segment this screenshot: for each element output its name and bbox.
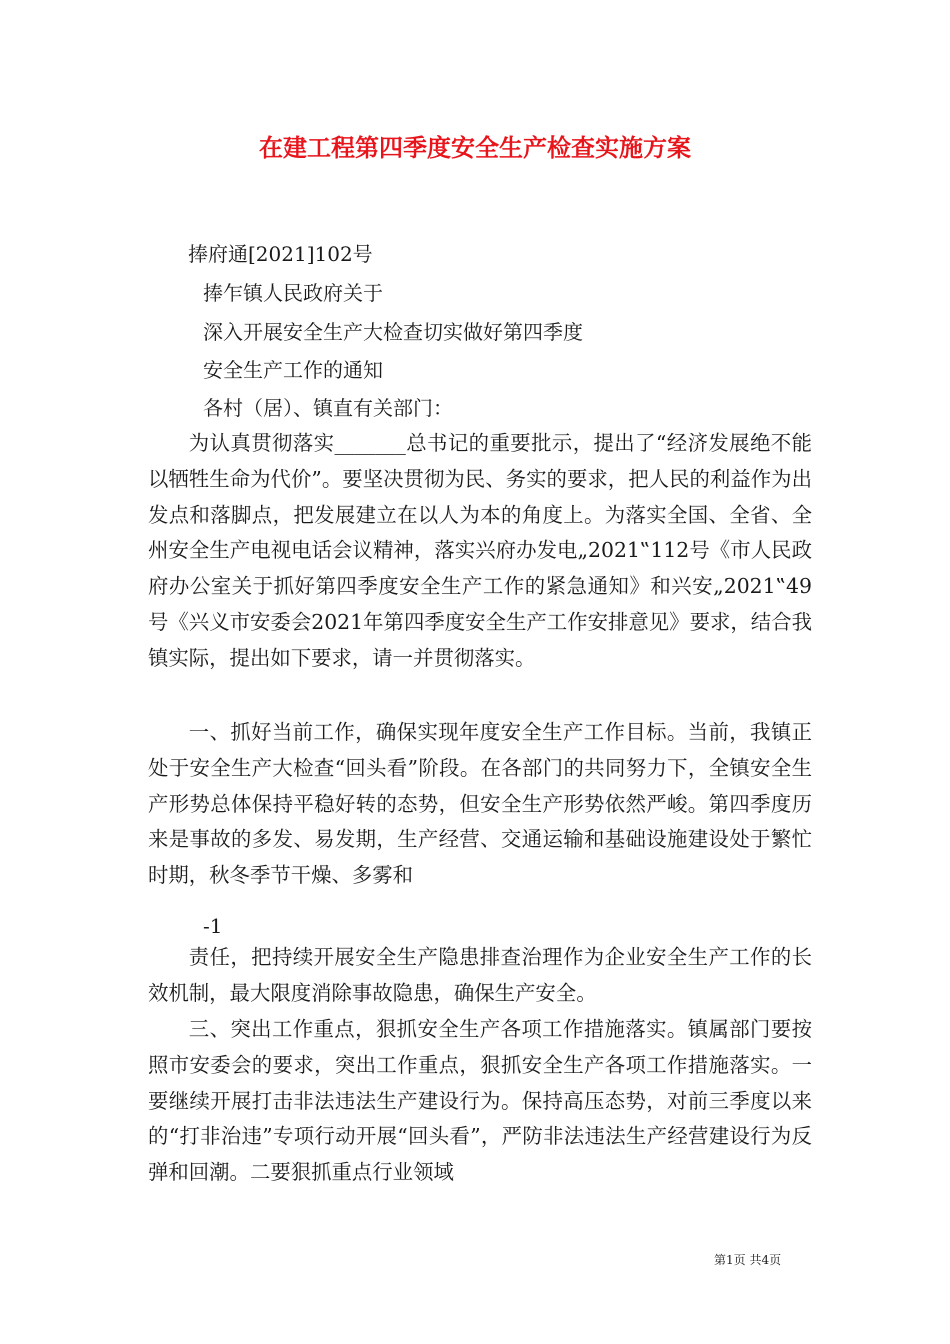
paragraph-intro: 为认真贯彻落实_______总书记的重要批示，提出了“经济发展绝不能以牺牲生命为代价”。要坚决贯彻为民、务实的要求，把人民的利益作为出发点和落脚点，把发展建立在以人为本的角度上。为落实全国、全省、全州安全生产电视电话会议精神，落实兴府办发电„2021‟112号《市人民政府办公室关于抓好第四季度安全生产工作的紧急通知》和兴安„2021‟49号《兴义市安委会2021年第四季度安全生产工作安排意见》要求，结合我镇实际，提出如下要求，请一并贯彻落实。 [148,431,812,670]
paragraph-section-3: 三、突出工作重点，狠抓安全生产各项工作措施落实。镇属部门要按照市安委会的要求，突出工作重点，狠抓安全生产各项工作措施落实。一要继续开展打击非法违法生产建设行为。保持高压态势，对前三季度以来的“打非治违”专项行动开展“回头看”，严防非法违法生产经营建设行为反弹和回潮。二要狠抓重点行业领域 [148,1017,812,1185]
page-marker: -1 [203,914,223,938]
paragraph-continuation: 责任，把持续开展安全生产隐患排查治理作为企业安全生产工作的长效机制，最大限度消除事故隐患，确保生产安全。 [148,945,812,1005]
page-footer: 第1页 共4页 [714,1253,782,1267]
issuer-line: 捧乍镇人民政府关于 [203,281,383,305]
subject-line-1: 深入开展安全生产大检查切实做好第四季度 [203,320,583,344]
paragraph-section-1: 一、抓好当前工作，确保实现年度安全生产工作目标。当前，我镇正处于安全生产大检查“回头看”阶段。在各部门的共同努力下，全镇安全生产形势总体保持平稳好转的态势，但安全生产形势依然严峻。第四季度历来是事故的多发、易发期，生产经营、交通运输和基础设施建设处于繁忙时期，秋冬季节干燥、多雾和 [148,720,812,888]
addressee: 各村（居）、镇直有关部门： [203,396,453,420]
document-number: 捧府通[2021]102号 [188,242,373,266]
subject-line-2: 安全生产工作的通知 [203,358,383,382]
document-title: 在建工程第四季度安全生产检查实施方案 [259,133,691,162]
